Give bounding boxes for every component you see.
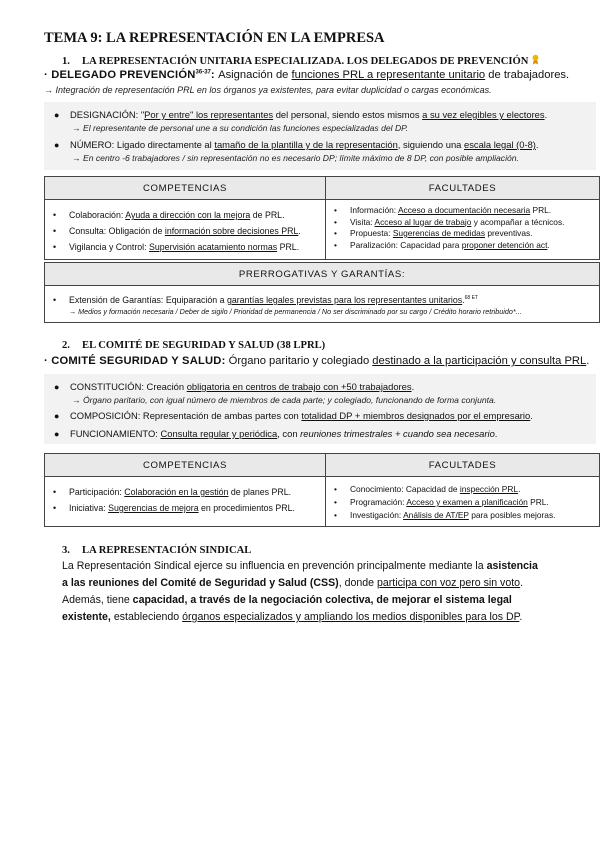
list-item: • Conocimiento: Capacidad de inspección PRL. (334, 484, 521, 494)
award-icon (531, 54, 540, 65)
list-item: • Paralización: Capacidad para proponer detención act. (334, 239, 550, 250)
delegado-note: → Integración de representación PRL en los órganos ya existentes, para evitar duplicidad o cargas económicas. (44, 85, 492, 95)
prerrogativas-header: PRERROGATIVAS Y GARANTÍAS: (45, 263, 600, 286)
competencias-header: COMPETENCIAS (45, 454, 326, 477)
section-3-heading: 3. LA REPRESENTACIÓN SINDICAL (62, 545, 252, 556)
numero-sub: → En centro -6 trabajadores / sin representación no es necesario DP; límite máximo de 8 DP, con posible ampliación. (72, 153, 519, 163)
list-item: • Propuesta: Sugerencias de medidas preventivas. (334, 228, 533, 238)
facultades-header: FACULTADES (326, 454, 600, 477)
list-item: • Programación: Acceso y examen a planificación PRL. (334, 497, 549, 507)
list-item: • Información: Acceso a documentación necesaria PRL. (334, 205, 552, 215)
list-item: • Consulta: Obligación de información sobre decisiones PRL. (53, 226, 301, 236)
list-item: • Colaboración: Ayuda a dirección con la mejora de PRL. (53, 210, 285, 220)
dp-competencias-table (44, 176, 600, 260)
delegado-definition: · DELEGADO PREVENCIÓN$^{36-37}$: Asignación de funciones PRL a representante unitario de trabajadores. (44, 69, 570, 81)
facultades-header: FACULTADES (326, 177, 600, 200)
competencias-header: COMPETENCIAS (45, 177, 326, 200)
sindical-paragraph: La Representación Sindical ejerce su influencia en prevención principalmente mediante la asistencia a las reuniones del Comité de Seguridad y Salud (CSS), donde participa con voz pero sin voto. Además, tiene capacidad, a través de la negociación colectiva, de mejorar el sistema legal existente, estableciendo órganos especializados y ampliando los medios disponibles para los DP. (62, 560, 538, 623)
list-item: • Visita: Acceso al lugar de trabajo y acompañar a técnicos. (334, 216, 565, 227)
prerrogativas-table (44, 262, 600, 323)
prerrogativas-sub: → Medios y formación necesaria / Deber de sigilo / Prioridad de permanencia / No ser discriminado por su cargo / Crédito horario retribuido*... (69, 306, 522, 316)
designacion-sub: → El representante de personal une a su condición las funciones especializadas del DP. (72, 123, 409, 133)
designacion-bullet: ● DESIGNACIÓN: "Por y entre" los representantes del personal, siendo estos mismos a su vez elegibles y electores. (54, 109, 548, 120)
section-1-bullets-box (44, 102, 596, 170)
page-title: TEMA 9: LA REPRESENTACIÓN EN LA EMPRESA (44, 30, 385, 46)
list-item: • Participación: Colaboración en la gestión de planes PRL. (53, 487, 292, 497)
constitucion-sub: → Órgano paritario, con igual número de miembros de cada parte; y colegiado, funcionando de forma conjunta. (72, 395, 497, 405)
composicion-bullet: ● COMPOSICIÓN: Representación de ambas partes con totalidad DP + miembros designados por el empresario. (54, 410, 533, 421)
prerrogativas-item: • Extensión de Garantías: Equiparación a garantías legales previstas para los representantes unitarios.$^{68 ET}$ (53, 294, 478, 305)
numero-bullet: ● NÚMERO: Ligado directamente al tamaño de la plantilla y de la representación, siguiendo una escala legal (0-8). (54, 139, 539, 150)
section-2-heading: 2. EL COMITÉ DE SEGURIDAD Y SALUD (38 LPRL) (62, 340, 326, 351)
list-item: • Iniciativa: Sugerencias de mejora en procedimientos PRL. (53, 503, 295, 513)
section-2-bullets-box (44, 374, 596, 444)
list-item: • Vigilancia y Control: Supervisión acatamiento normas PRL. (53, 242, 300, 252)
constitucion-bullet: ● CONSTITUCIÓN: Creación obligatoria en centros de trabajo con +50 trabajadores. (54, 381, 415, 392)
funcionamiento-bullet: ● FUNCIONAMIENTO: Consulta regular y periódica, con reuniones trimestrales + cuando sea necesario. (54, 428, 498, 439)
comite-definition: · COMITÉ SEGURIDAD Y SALUD: Órgano paritario y colegiado destinado a la participación y consulta PRL. (44, 355, 590, 367)
list-item: • Investigación: Análisis de AT/EP para posibles mejoras. (334, 510, 556, 520)
section-1-heading: 1. LA REPRESENTACIÓN UNITARIA ESPECIALIZADA. LOS DELEGADOS DE PREVENCIÓN (62, 54, 540, 67)
css-competencias-table (44, 453, 600, 527)
